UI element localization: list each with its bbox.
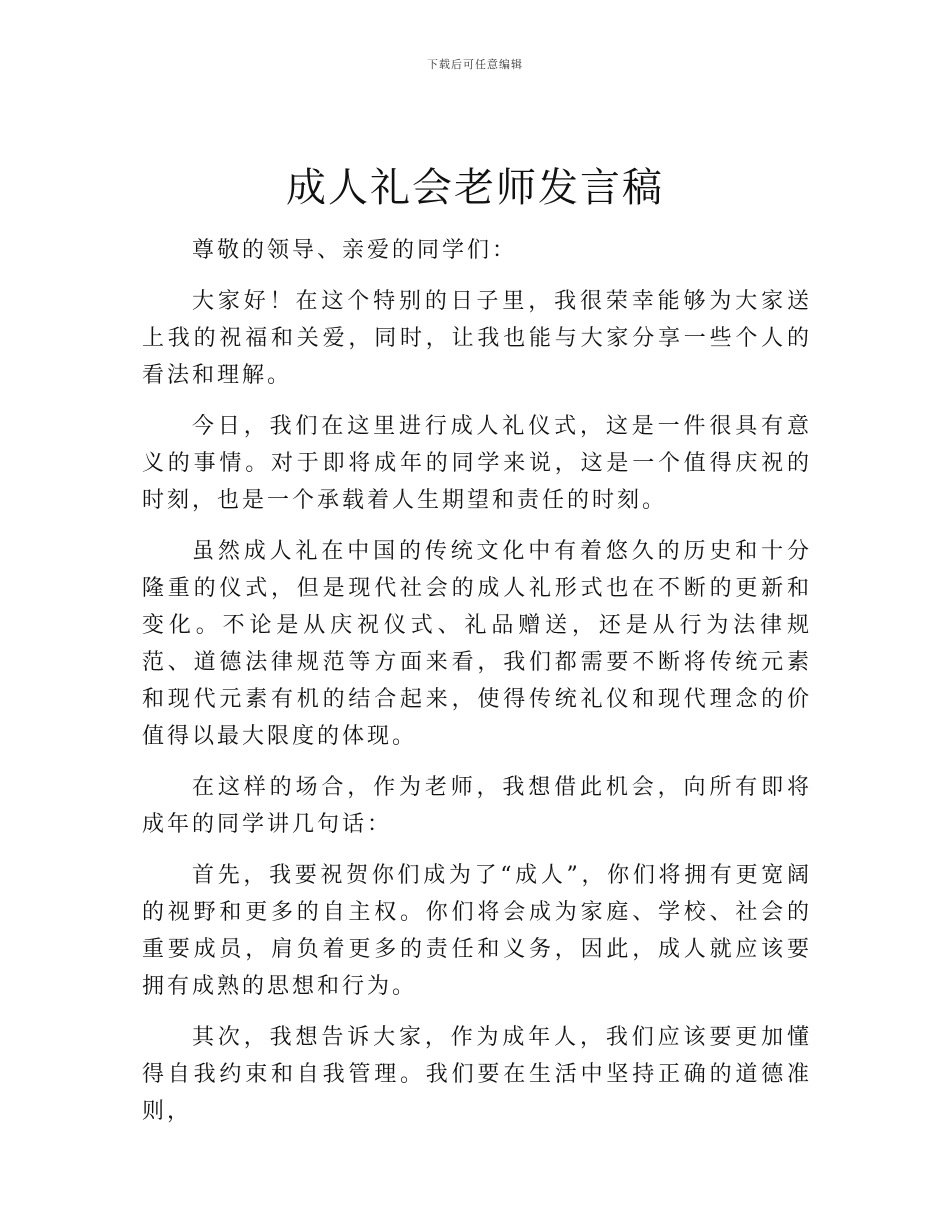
page-header-note: 下载后可任意编辑: [427, 58, 523, 71]
paragraph: 其次，我想告诉大家，作为成年人，我们应该要更加懂得自我约束和自我管理。我们要在生活中坚持正确的道德准则，: [142, 1025, 812, 1124]
paragraph: 今日，我们在这里进行成人礼仪式，这是一件很具有意义的事情。对于即将成年的同学来说，这是一个值得庆祝的时刻，也是一个承载着人生期望和责任的时刻。: [142, 414, 812, 513]
paragraph: 首先，我要祝贺你们成为了“成人”，你们将拥有更宽阔的视野和更多的自主权。你们将会成为家庭、学校、社会的重要成员，肩负着更多的责任和义务，因此，成人就应该要拥有成熟的思想和行为。: [142, 863, 812, 999]
document-body: [142, 232, 812, 1144]
document-title: 成人礼会老师发言稿: [286, 165, 664, 211]
paragraph: 在这样的场合，作为老师，我想借此机会，向所有即将成年的同学讲几句话：: [142, 775, 812, 837]
paragraph: 虽然成人礼在中国的传统文化中有着悠久的历史和十分隆重的仪式，但是现代社会的成人礼形式也在不断的更新和变化。不论是从庆祝仪式、礼品赠送，还是从行为法律规范、道德法律规范等方面来看，我们都需要不断将传统元素和现代元素有机的结合起来，使得传统礼仪和现代理念的价值得以最大限度的体现。: [142, 539, 812, 749]
paragraph-salutation: 尊敬的领导、亲爱的同学们：: [192, 238, 518, 263]
paragraph: 大家好！在这个特别的日子里，我很荣幸能够为大家送上我的祝福和关爱，同时，让我也能与大家分享一些个人的看法和理解。: [142, 289, 812, 388]
